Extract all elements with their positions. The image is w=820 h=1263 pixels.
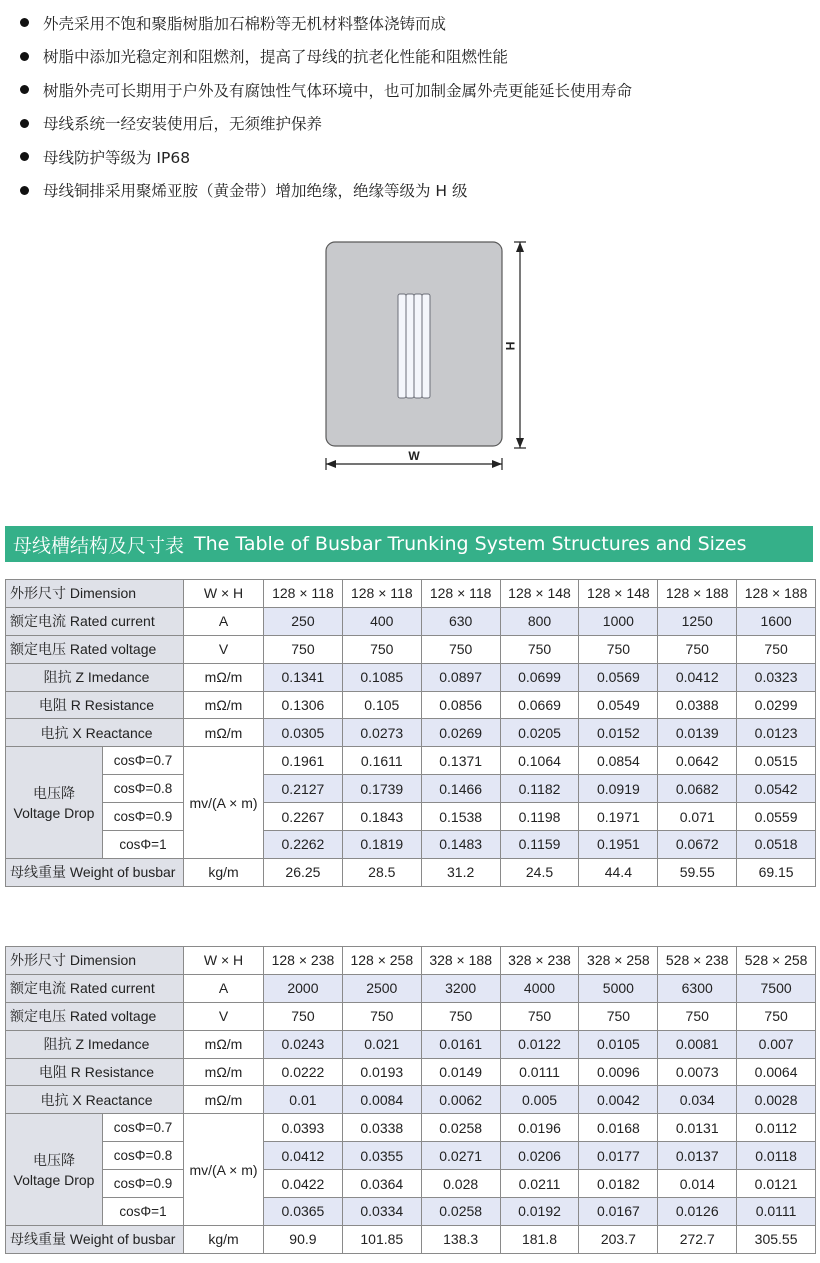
cell-value: 2500 — [342, 974, 421, 1002]
cell-value: 0.0149 — [421, 1058, 500, 1086]
cell-value: 0.1182 — [500, 775, 579, 803]
row-impedance — [6, 1030, 816, 1058]
unit-dimension: W × H — [184, 947, 264, 975]
cell-value: 0.0518 — [737, 831, 816, 859]
cell-value: 128 × 238 — [264, 947, 343, 975]
cell-value: 0.0118 — [737, 1142, 816, 1170]
unit-impedance: mΩ/m — [184, 663, 264, 691]
cell-value: 0.0569 — [579, 663, 658, 691]
feature-item: 母线铜排采用聚烯亚胺（黄金带）增加绝缘，绝缘等级为 H 级 — [14, 174, 814, 208]
cell-value: 0.0258 — [421, 1114, 500, 1142]
cell-value: 0.0211 — [500, 1170, 579, 1198]
unit-rated-voltage: V — [184, 635, 264, 663]
cell-value: 0.0669 — [500, 691, 579, 719]
feature-list — [14, 6, 814, 207]
cell-value: 0.0642 — [658, 747, 737, 775]
cell-value: 0.2267 — [264, 803, 343, 831]
bullet-icon — [20, 85, 29, 94]
cos-labels-2 — [102, 1114, 183, 1226]
row-dimension — [6, 580, 816, 608]
table-title-cn: 母线槽结构及尺寸表 — [13, 534, 185, 557]
cell-value: 0.0177 — [579, 1142, 658, 1170]
unit-weight: kg/m — [184, 858, 264, 886]
cell-value: 0.0682 — [658, 775, 737, 803]
cell-value: 0.0111 — [737, 1198, 816, 1226]
cell-value: 0.2127 — [264, 775, 343, 803]
cell-value: 6300 — [658, 974, 737, 1002]
unit-rated-current: A — [184, 607, 264, 635]
cell-value: 328 × 258 — [579, 947, 658, 975]
unit-voltage-drop: mv/(A × m) — [184, 1114, 264, 1226]
cell-value: 0.105 — [342, 691, 421, 719]
cell-value: 0.0273 — [342, 719, 421, 747]
cell-value: 0.0137 — [658, 1142, 737, 1170]
cell-value: 0.0412 — [658, 663, 737, 691]
busbar-cross-section-diagram — [300, 232, 560, 472]
cell-value: 800 — [500, 607, 579, 635]
cell-value: 750 — [342, 635, 421, 663]
cell-value: 0.014 — [658, 1170, 737, 1198]
cell-value: 0.0167 — [579, 1198, 658, 1226]
feature-item: 外壳采用不饱和聚脂树脂加石棉粉等无机材料整体浇铸而成 — [14, 6, 814, 40]
cell-value: 0.0096 — [579, 1058, 658, 1086]
cell-value: 1250 — [658, 607, 737, 635]
unit-impedance: mΩ/m — [184, 1030, 264, 1058]
cell-value: 0.1371 — [421, 747, 500, 775]
label-rated-current: 额定电流 Rated current — [6, 607, 184, 635]
feature-item: 树脂中添加光稳定剂和阻燃剂，提高了母线的抗老化性能和阻燃性能 — [14, 40, 814, 74]
cell-value: 750 — [264, 635, 343, 663]
cell-value: 0.1306 — [264, 691, 343, 719]
cell-value: 1000 — [579, 607, 658, 635]
bullet-icon — [20, 52, 29, 61]
row-weight — [6, 858, 816, 886]
cell-value: 24.5 — [500, 858, 579, 886]
width-label: W — [408, 449, 420, 463]
label-impedance: 阻抗 Z Imedance — [6, 1030, 184, 1058]
cell-value: 0.1739 — [342, 775, 421, 803]
cos-label: cosΦ=1 — [102, 831, 183, 859]
row-weight — [6, 1225, 816, 1253]
cell-value: 138.3 — [421, 1225, 500, 1253]
cell-value: 0.01 — [264, 1086, 343, 1114]
cell-value: 0.0042 — [579, 1086, 658, 1114]
unit-weight: kg/m — [184, 1225, 264, 1253]
unit-resistance: mΩ/m — [184, 691, 264, 719]
cell-value: 0.0854 — [579, 747, 658, 775]
cell-value: 3200 — [421, 974, 500, 1002]
cell-value: 0.0062 — [421, 1086, 500, 1114]
unit-rated-current: A — [184, 974, 264, 1002]
cell-value: 5000 — [579, 974, 658, 1002]
cell-value: 0.0919 — [579, 775, 658, 803]
cell-value: 0.0152 — [579, 719, 658, 747]
cos-label: cosΦ=0.9 — [102, 1170, 183, 1198]
cell-value: 1600 — [737, 607, 816, 635]
unit-dimension: W × H — [184, 580, 264, 608]
cell-value: 0.0699 — [500, 663, 579, 691]
cell-value: 750 — [264, 1002, 343, 1030]
row-rated-voltage — [6, 635, 816, 663]
row-resistance — [6, 1058, 816, 1086]
cell-value: 272.7 — [658, 1225, 737, 1253]
cell-value: 2000 — [264, 974, 343, 1002]
cell-value: 750 — [421, 635, 500, 663]
label-weight: 母线重量 Weight of busbar — [6, 858, 184, 886]
cell-value: 0.1198 — [500, 803, 579, 831]
cell-value: 0.1971 — [579, 803, 658, 831]
label-resistance: 电阻 R Resistance — [6, 691, 184, 719]
row-rated-voltage — [6, 1002, 816, 1030]
cell-value: 0.0271 — [421, 1142, 500, 1170]
cell-value: 0.1538 — [421, 803, 500, 831]
cell-value: 0.0549 — [579, 691, 658, 719]
cell-value: 750 — [579, 1002, 658, 1030]
cell-value: 0.1951 — [579, 831, 658, 859]
cos-label: cosΦ=1 — [102, 1198, 183, 1226]
voltage-drop-label-en: Voltage Drop — [13, 1171, 95, 1188]
height-label: H — [503, 341, 517, 351]
cell-value: 0.0355 — [342, 1142, 421, 1170]
cell-value: 4000 — [500, 974, 579, 1002]
cell-value: 0.1843 — [342, 803, 421, 831]
cell-value: 0.034 — [658, 1086, 737, 1114]
cell-value: 0.0122 — [500, 1030, 579, 1058]
label-rated-current: 额定电流 Rated current — [6, 974, 184, 1002]
cell-value: 0.0112 — [737, 1114, 816, 1142]
cell-value: 528 × 238 — [658, 947, 737, 975]
cell-value: 0.007 — [737, 1030, 816, 1058]
cell-value: 0.0064 — [737, 1058, 816, 1086]
unit-resistance: mΩ/m — [184, 1058, 264, 1086]
cell-value: 750 — [421, 1002, 500, 1030]
cell-value: 0.0192 — [500, 1198, 579, 1226]
cell-value: 0.0393 — [264, 1114, 343, 1142]
cell-value: 0.028 — [421, 1170, 500, 1198]
cell-value: 0.1466 — [421, 775, 500, 803]
unit-voltage-drop: mv/(A × m) — [184, 747, 264, 859]
cell-value: 0.0205 — [500, 719, 579, 747]
cell-value: 128 × 118 — [421, 580, 500, 608]
row-rated-current — [6, 607, 816, 635]
cell-value: 0.0388 — [658, 691, 737, 719]
cell-value: 0.0111 — [500, 1058, 579, 1086]
cell-value: 128 × 118 — [342, 580, 421, 608]
cell-value: 0.0243 — [264, 1030, 343, 1058]
cell-value: 630 — [421, 607, 500, 635]
copper-conductors — [398, 294, 430, 398]
cell-value: 328 × 238 — [500, 947, 579, 975]
cell-value: 128 × 118 — [264, 580, 343, 608]
unit-reactance: mΩ/m — [184, 719, 264, 747]
cell-value: 128 × 148 — [579, 580, 658, 608]
cell-value: 59.55 — [658, 858, 737, 886]
label-dimension: 外形尺寸 Dimension — [6, 947, 184, 975]
table-title-en: The Table of Busbar Trunking System Structures and Sizes — [194, 533, 747, 555]
cos-label: cosΦ=0.7 — [102, 747, 183, 775]
cell-value: 0.0028 — [737, 1086, 816, 1114]
cell-value: 0.0672 — [658, 831, 737, 859]
cell-value: 0.0105 — [579, 1030, 658, 1058]
cell-value: 0.0222 — [264, 1058, 343, 1086]
cell-value: 750 — [658, 1002, 737, 1030]
label-rated-voltage: 额定电压 Rated voltage — [6, 635, 184, 663]
cell-value: 0.0084 — [342, 1086, 421, 1114]
bullet-icon — [20, 18, 29, 27]
cell-value: 26.25 — [264, 858, 343, 886]
cell-value: 400 — [342, 607, 421, 635]
label-reactance: 电抗 X Reactance — [6, 1086, 184, 1114]
cell-value: 0.0299 — [737, 691, 816, 719]
cell-value: 0.0365 — [264, 1198, 343, 1226]
cell-value: 0.0161 — [421, 1030, 500, 1058]
cell-value: 0.0559 — [737, 803, 816, 831]
cell-value: 0.1819 — [342, 831, 421, 859]
cell-value: 0.0515 — [737, 747, 816, 775]
row-rated-current — [6, 974, 816, 1002]
cell-value: 0.0897 — [421, 663, 500, 691]
voltage-drop-label-cn: 电压降 — [33, 784, 75, 801]
cell-value: 0.2262 — [264, 831, 343, 859]
cell-value: 750 — [500, 1002, 579, 1030]
cos-label: cosΦ=0.9 — [102, 803, 183, 831]
table-title-bar — [5, 526, 813, 562]
cell-value: 328 × 188 — [421, 947, 500, 975]
cell-value: 0.1159 — [500, 831, 579, 859]
label-reactance: 电抗 X Reactance — [6, 719, 184, 747]
cell-value: 0.0073 — [658, 1058, 737, 1086]
cell-value: 0.0081 — [658, 1030, 737, 1058]
cell-value: 0.1611 — [342, 747, 421, 775]
cell-value: 0.0131 — [658, 1114, 737, 1142]
bullet-icon — [20, 152, 29, 161]
label-dimension: 外形尺寸 Dimension — [6, 580, 184, 608]
cell-value: 0.0364 — [342, 1170, 421, 1198]
cell-value: 0.0305 — [264, 719, 343, 747]
cell-value: 181.8 — [500, 1225, 579, 1253]
label-weight: 母线重量 Weight of busbar — [6, 1225, 184, 1253]
cell-value: 0.0193 — [342, 1058, 421, 1086]
cell-value: 750 — [737, 635, 816, 663]
cell-value: 44.4 — [579, 858, 658, 886]
label-rated-voltage: 额定电压 Rated voltage — [6, 1002, 184, 1030]
bullet-icon — [20, 186, 29, 195]
feature-item: 树脂外壳可长期用于户外及有腐蚀性气体环境中，也可加制金属外壳更能延长使用寿命 — [14, 73, 814, 107]
label-resistance: 电阻 R Resistance — [6, 1058, 184, 1086]
cos-label: cosΦ=0.8 — [102, 775, 183, 803]
cell-value: 0.0269 — [421, 719, 500, 747]
cell-value: 0.0856 — [421, 691, 500, 719]
cell-value: 0.0126 — [658, 1198, 737, 1226]
feature-item: 母线防护等级为 IP68 — [14, 140, 814, 174]
voltage-drop-label-cn: 电压降 — [33, 1151, 75, 1168]
cell-value: 0.0206 — [500, 1142, 579, 1170]
cos-label: cosΦ=0.8 — [102, 1142, 183, 1170]
cell-value: 0.1064 — [500, 747, 579, 775]
cell-value: 0.0121 — [737, 1170, 816, 1198]
cell-value: 203.7 — [579, 1225, 658, 1253]
cell-value: 750 — [737, 1002, 816, 1030]
cell-value: 0.0258 — [421, 1198, 500, 1226]
cell-value: 0.1483 — [421, 831, 500, 859]
cell-value: 0.1085 — [342, 663, 421, 691]
cell-value: 28.5 — [342, 858, 421, 886]
cell-value: 128 × 148 — [500, 580, 579, 608]
cell-value: 750 — [658, 635, 737, 663]
row-reactance — [6, 1086, 816, 1114]
cell-value: 0.0182 — [579, 1170, 658, 1198]
cell-value: 250 — [264, 607, 343, 635]
cell-value: 7500 — [737, 974, 816, 1002]
cell-value: 0.0412 — [264, 1142, 343, 1170]
cell-value: 31.2 — [421, 858, 500, 886]
bullet-icon — [20, 119, 29, 128]
unit-rated-voltage: V — [184, 1002, 264, 1030]
cell-value: 128 × 188 — [737, 580, 816, 608]
cell-value: 128 × 258 — [342, 947, 421, 975]
cos-labels-1 — [102, 747, 183, 859]
cell-value: 0.1341 — [264, 663, 343, 691]
cell-value: 0.0422 — [264, 1170, 343, 1198]
cell-value: 0.0196 — [500, 1114, 579, 1142]
label-impedance: 阻抗 Z Imedance — [6, 663, 184, 691]
cell-value: 69.15 — [737, 858, 816, 886]
cell-value: 0.1961 — [264, 747, 343, 775]
cell-value: 0.0323 — [737, 663, 816, 691]
row-dimension — [6, 947, 816, 975]
cell-value: 750 — [500, 635, 579, 663]
cell-value: 0.0139 — [658, 719, 737, 747]
row-impedance — [6, 663, 816, 691]
cell-value: 750 — [579, 635, 658, 663]
cell-value: 90.9 — [264, 1225, 343, 1253]
cell-value: 0.005 — [500, 1086, 579, 1114]
cell-value: 101.85 — [342, 1225, 421, 1253]
cell-value: 0.0168 — [579, 1114, 658, 1142]
row-resistance — [6, 691, 816, 719]
cell-value: 305.55 — [737, 1225, 816, 1253]
cell-value: 0.0123 — [737, 719, 816, 747]
cell-value: 0.071 — [658, 803, 737, 831]
cell-value: 0.0338 — [342, 1114, 421, 1142]
cos-label: cosΦ=0.7 — [102, 1114, 183, 1142]
row-reactance — [6, 719, 816, 747]
cell-value: 750 — [342, 1002, 421, 1030]
unit-reactance: mΩ/m — [184, 1086, 264, 1114]
feature-item: 母线系统一经安装使用后，无须维护保养 — [14, 107, 814, 141]
cell-value: 0.0334 — [342, 1198, 421, 1226]
cell-value: 0.0542 — [737, 775, 816, 803]
cell-value: 0.021 — [342, 1030, 421, 1058]
voltage-drop-label-en: Voltage Drop — [13, 804, 95, 821]
cell-value: 128 × 188 — [658, 580, 737, 608]
cell-value: 528 × 258 — [737, 947, 816, 975]
